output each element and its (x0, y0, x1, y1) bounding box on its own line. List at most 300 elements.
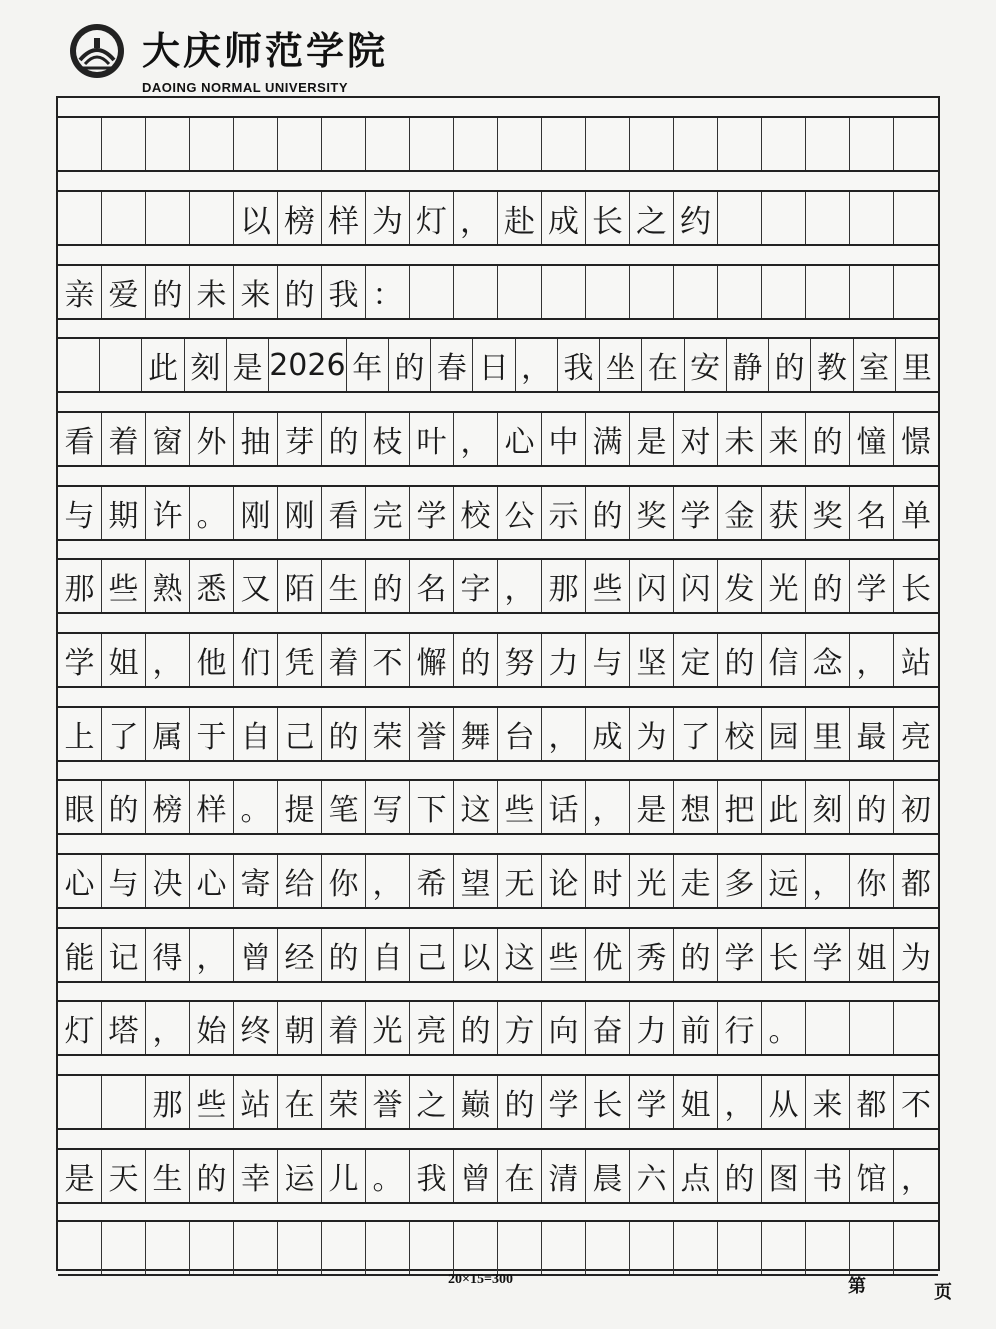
grid-cell: 。 (366, 1150, 410, 1202)
grid-cell (498, 266, 542, 318)
body-row (58, 558, 938, 614)
grid-cell (894, 266, 938, 318)
grid-cell: 得 (146, 929, 190, 981)
grid-cell: 未 (190, 266, 234, 318)
grid-cell: 校 (718, 708, 762, 760)
grid-cell: 优 (586, 929, 630, 981)
grid-cell: 我 (558, 339, 600, 391)
grid-cell: 学 (630, 1076, 674, 1128)
grid-cell: 运 (278, 1150, 322, 1202)
grid-cell: ， (542, 708, 586, 760)
grid-cell: 闪 (674, 560, 718, 612)
grid-cell: 枝 (366, 413, 410, 465)
grid-cell: 他 (190, 634, 234, 686)
body-row (58, 337, 938, 393)
grid-cell: 名 (850, 487, 894, 539)
grid-cell: ， (901, 1162, 931, 1197)
grid-cell: 心 (498, 413, 542, 465)
grid-cell: 念 (806, 634, 850, 686)
grid-cell (410, 266, 454, 318)
grid-cell: 看 (58, 413, 102, 465)
grid-cell: 生 (322, 560, 366, 612)
grid-cell: 些 (542, 929, 586, 981)
grid-cell: 灯 (410, 192, 454, 244)
grid-cell: 前 (674, 1002, 718, 1054)
grid-cell: 的 (718, 634, 762, 686)
grid-cell: 金 (718, 487, 762, 539)
grid-cell: 。 (190, 487, 234, 539)
grid-cell: 不 (366, 634, 410, 686)
grid-cell: 春 (431, 339, 473, 391)
grid-cell (850, 192, 894, 244)
grid-cell: 那 (542, 560, 586, 612)
grid-cell (146, 118, 190, 170)
grid-cell: 经 (278, 929, 322, 981)
body-row (58, 853, 938, 909)
grid-cell: 奖 (806, 487, 850, 539)
university-seal-icon (68, 22, 126, 80)
grid-cell: 约 (674, 192, 718, 244)
grid-cell (586, 266, 630, 318)
grid-cell: 的 (586, 487, 630, 539)
grid-cell: 舞 (454, 708, 498, 760)
grid-cell (806, 1002, 850, 1054)
grid-cell (850, 1222, 894, 1274)
grid-cell: 儿 (322, 1150, 366, 1202)
grid-cell (718, 118, 762, 170)
grid-cell: 成 (542, 192, 586, 244)
grid-cell: 的 (366, 560, 410, 612)
grid-cell: 信 (762, 634, 806, 686)
grid-cell: 们 (234, 634, 278, 686)
grid-cell (410, 118, 454, 170)
grid-cell: ： (366, 266, 410, 318)
grid-cell: 曾 (454, 1150, 498, 1202)
grid-cell: 初 (901, 793, 931, 828)
grid-cell: 定 (674, 634, 718, 686)
grid-cell: 在 (642, 339, 684, 391)
grid-spec-label: 20×15=300 (448, 1272, 513, 1287)
page-label-di: 第 (848, 1276, 866, 1297)
grid-cell (100, 339, 142, 391)
grid-cell: 长 (901, 572, 931, 607)
grid-cell: ， (718, 1076, 762, 1128)
body-row (58, 411, 938, 467)
grid-cell: 为 (366, 192, 410, 244)
grid-cell (586, 118, 630, 170)
letterhead (68, 14, 408, 94)
grid-cell (278, 118, 322, 170)
grid-cell: 长 (586, 1076, 630, 1128)
grid-cell: 样 (190, 781, 234, 833)
grid-cell: 时 (586, 855, 630, 907)
grid-cell (850, 118, 894, 170)
grid-cell: 始 (190, 1002, 234, 1054)
grid-cell: 图 (762, 1150, 806, 1202)
grid-cell: 是 (58, 1150, 102, 1202)
grid-cell: 的 (278, 266, 322, 318)
grid-cell: ， (146, 634, 190, 686)
grid-cell (674, 1222, 718, 1274)
grid-cell: 憬 (901, 425, 931, 460)
grid-cell (58, 118, 102, 170)
grid-cell: 示 (542, 487, 586, 539)
grid-cell: 芽 (278, 413, 322, 465)
grid-cell (190, 1222, 234, 1274)
grid-cell: 发 (718, 560, 762, 612)
grid-cell: 多 (718, 855, 762, 907)
grid-cell (498, 1222, 542, 1274)
grid-cell: 的 (322, 929, 366, 981)
grid-cell: 样 (322, 192, 366, 244)
grid-cell: 你 (322, 855, 366, 907)
grid-cell: 抽 (234, 413, 278, 465)
grid-cell: 学 (718, 929, 762, 981)
grid-cell: 此 (762, 781, 806, 833)
body-row (58, 706, 938, 762)
grid-cell: 的 (146, 266, 190, 318)
grid-cell: 刚 (278, 487, 322, 539)
grid-cell: 窗 (146, 413, 190, 465)
body-row (58, 1220, 938, 1276)
grid-cell: 来 (806, 1076, 850, 1128)
grid-cell: 学 (806, 929, 850, 981)
grid-cell: 清 (542, 1150, 586, 1202)
grid-cell: 记 (102, 929, 146, 981)
grid-cell: ， (806, 855, 850, 907)
grid-cell (190, 118, 234, 170)
grid-cell: 校 (454, 487, 498, 539)
grid-cell: 学 (58, 634, 102, 686)
grid-cell: 此 (142, 339, 184, 391)
grid-cell (498, 118, 542, 170)
grid-cell: 为 (630, 708, 674, 760)
grid-cell: 凭 (278, 634, 322, 686)
grid-cell (894, 118, 938, 170)
grid-cell: 安 (685, 339, 727, 391)
grid-cell: 光 (366, 1002, 410, 1054)
grid-cell: 我 (410, 1150, 454, 1202)
grid-cell: 属 (146, 708, 190, 760)
grid-cell (102, 1222, 146, 1274)
grid-cell: 。 (234, 781, 278, 833)
grid-cell: 幸 (234, 1150, 278, 1202)
grid-cell: 奖 (630, 487, 674, 539)
grid-cell: 又 (234, 560, 278, 612)
grid-cell: 己 (410, 929, 454, 981)
grid-cell: 的 (806, 560, 850, 612)
grid-cell: 教 (811, 339, 853, 391)
grid-cell: 的 (190, 1150, 234, 1202)
grid-cell: 学 (850, 560, 894, 612)
university-name-cn: 大庆师范学院 (142, 28, 389, 73)
grid-cell: 园 (762, 708, 806, 760)
body-row (58, 1148, 938, 1204)
grid-cell (762, 1222, 806, 1274)
grid-cell (542, 118, 586, 170)
grid-cell: 你 (850, 855, 894, 907)
grid-cell: 是 (227, 339, 269, 391)
grid-cell: 这 (498, 929, 542, 981)
grid-cell: 名 (410, 560, 454, 612)
grid-cell: 长 (762, 929, 806, 981)
grid-cell: 都 (850, 1076, 894, 1128)
grid-cell: 的 (850, 781, 894, 833)
grid-cell: 自 (234, 708, 278, 760)
grid-cell: 奋 (586, 1002, 630, 1054)
grid-cell: 站 (901, 646, 931, 681)
grid-cell: ， (454, 413, 498, 465)
body-row (58, 779, 938, 835)
grid-cell: 的 (806, 413, 850, 465)
grid-cell: 学 (674, 487, 718, 539)
grid-cell: 六 (630, 1150, 674, 1202)
grid-cell: 的 (322, 413, 366, 465)
grid-cell (894, 1002, 938, 1054)
grid-cell: 些 (498, 781, 542, 833)
grid-cell (102, 118, 146, 170)
grid-cell: 完 (366, 487, 410, 539)
grid-cell: 亲 (58, 266, 102, 318)
grid-cell: 的 (389, 339, 431, 391)
grid-cell: 方 (498, 1002, 542, 1054)
grid-cell: 着 (102, 413, 146, 465)
grid-cell: 榜 (278, 192, 322, 244)
grid-cell (58, 1076, 102, 1128)
grid-cell: 姐 (102, 634, 146, 686)
grid-cell: 之 (630, 192, 674, 244)
grid-cell: 寄 (234, 855, 278, 907)
grid-cell: 都 (901, 867, 931, 902)
grid-cell: 与 (58, 487, 102, 539)
grid-cell: 努 (498, 634, 542, 686)
grid-cell: 的 (674, 929, 718, 981)
grid-cell: 以 (234, 192, 278, 244)
grid-cell: 走 (674, 855, 718, 907)
grid-cell: 写 (366, 781, 410, 833)
grid-cell: 望 (454, 855, 498, 907)
grid-cell (718, 266, 762, 318)
grid-cell (762, 192, 806, 244)
grid-cell: 己 (278, 708, 322, 760)
grid-cell: 的 (718, 1150, 762, 1202)
grid-cell: 日 (473, 339, 515, 391)
grid-cell: ， (146, 1002, 190, 1054)
grid-cell: 满 (586, 413, 630, 465)
grid-cell: 曾 (234, 929, 278, 981)
grid-cell: 最 (850, 708, 894, 760)
grid-cell: 的 (769, 339, 811, 391)
grid-cell: 刻 (806, 781, 850, 833)
grid-cell (806, 266, 850, 318)
grid-cell: 力 (542, 634, 586, 686)
grid-cell: 在 (498, 1150, 542, 1202)
grid-cell (322, 1222, 366, 1274)
grid-cell (58, 192, 102, 244)
grid-cell: 赴 (498, 192, 542, 244)
grid-cell: 终 (234, 1002, 278, 1054)
grid-cell: 里 (901, 351, 932, 386)
grid-cell (234, 1222, 278, 1274)
grid-cell (718, 192, 762, 244)
body-row (58, 1000, 938, 1056)
grid-cell: 书 (806, 1150, 850, 1202)
grid-cell: 的 (498, 1076, 542, 1128)
grid-cell: 上 (58, 708, 102, 760)
grid-cell (102, 192, 146, 244)
grid-cell: 闪 (630, 560, 674, 612)
manuscript-grid-paper (56, 96, 940, 1271)
grid-cell: 懈 (410, 634, 454, 686)
grid-cell (322, 118, 366, 170)
university-name-en: DAOING NORMAL UNIVERSITY (142, 80, 349, 95)
grid-cell: 来 (762, 413, 806, 465)
grid-cell: 学 (410, 487, 454, 539)
grid-cell: 灯 (58, 1002, 102, 1054)
grid-cell: 中 (542, 413, 586, 465)
grid-cell: 我 (322, 266, 366, 318)
grid-cell (850, 266, 894, 318)
grid-cell: 为 (901, 941, 931, 976)
grid-cell: 的 (454, 1002, 498, 1054)
grid-cell: 能 (58, 929, 102, 981)
grid-cell: 无 (498, 855, 542, 907)
body-row (58, 632, 938, 688)
grid-cell: 给 (278, 855, 322, 907)
grid-cell: 点 (674, 1150, 718, 1202)
grid-cell: 远 (762, 855, 806, 907)
grid-cell: 天 (102, 1150, 146, 1202)
grid-cell: 2026 (269, 339, 346, 391)
grid-cell: 秀 (630, 929, 674, 981)
grid-cell: 是 (630, 413, 674, 465)
page-label-ye: 页 (934, 1282, 952, 1303)
grid-cell: 誉 (366, 1076, 410, 1128)
grid-cell (586, 1222, 630, 1274)
salutation-row (58, 264, 938, 320)
grid-cell: 力 (630, 1002, 674, 1054)
grid-cell: 未 (718, 413, 762, 465)
grid-cell (850, 1002, 894, 1054)
grid-cell: 馆 (850, 1150, 894, 1202)
grid-cell: 不 (901, 1088, 931, 1123)
grid-cell (542, 1222, 586, 1274)
grid-cell: 姐 (674, 1076, 718, 1128)
grid-cell (58, 339, 100, 391)
grid-cell: 坐 (600, 339, 642, 391)
grid-cell: 亮 (410, 1002, 454, 1054)
grid-cell: 行 (718, 1002, 762, 1054)
grid-cell: ， (516, 339, 558, 391)
grid-cell (278, 1222, 322, 1274)
grid-cell: 长 (586, 192, 630, 244)
grid-cell: 里 (806, 708, 850, 760)
grid-cell: ， (586, 781, 630, 833)
grid-cell: 刚 (234, 487, 278, 539)
grid-cell (762, 266, 806, 318)
grid-cell (234, 118, 278, 170)
grid-cell (454, 266, 498, 318)
grid-cell: 把 (718, 781, 762, 833)
grid-cell: 论 (542, 855, 586, 907)
grid-cell: 的 (454, 634, 498, 686)
grid-cell (146, 1222, 190, 1274)
grid-cell: 光 (762, 560, 806, 612)
body-row (58, 485, 938, 541)
grid-cell: 提 (278, 781, 322, 833)
grid-cell: 希 (410, 855, 454, 907)
body-row (58, 1074, 938, 1130)
grid-cell (542, 266, 586, 318)
grid-cell: 爱 (102, 266, 146, 318)
grid-cell: ， (454, 192, 498, 244)
grid-cell (806, 118, 850, 170)
grid-cell: 荣 (366, 708, 410, 760)
grid-cell: 来 (234, 266, 278, 318)
grid-cell: 朝 (278, 1002, 322, 1054)
grid-cell: 熟 (146, 560, 190, 612)
grid-cell: 台 (498, 708, 542, 760)
grid-cell: 对 (674, 413, 718, 465)
grid-cell: 是 (630, 781, 674, 833)
grid-cell: 与 (102, 855, 146, 907)
grid-cell (366, 118, 410, 170)
grid-cell: 悉 (190, 560, 234, 612)
grid-cell: 巅 (454, 1076, 498, 1128)
grid-cell: 获 (762, 487, 806, 539)
grid-cell: 许 (146, 487, 190, 539)
grid-cell: 公 (498, 487, 542, 539)
grid-cell: 陌 (278, 560, 322, 612)
grid-cell: 光 (630, 855, 674, 907)
grid-cell: 室 (854, 339, 896, 391)
grid-cell (674, 118, 718, 170)
grid-cell: 心 (190, 855, 234, 907)
grid-cell: 誉 (410, 708, 454, 760)
grid-cell: 话 (542, 781, 586, 833)
grid-cell: 心 (58, 855, 102, 907)
grid-cell (894, 192, 938, 244)
grid-cell: 外 (190, 413, 234, 465)
essay-title-row (58, 190, 938, 246)
grid-cell (894, 1222, 938, 1274)
grid-cell: 自 (366, 929, 410, 981)
grid-cell: 笔 (322, 781, 366, 833)
grid-cell (454, 1222, 498, 1274)
grid-cell: 些 (102, 560, 146, 612)
grid-cell (762, 118, 806, 170)
grid-cell (630, 266, 674, 318)
grid-cell: 那 (58, 560, 102, 612)
grid-cell (718, 1222, 762, 1274)
grid-cell (410, 1222, 454, 1274)
grid-cell (366, 1222, 410, 1274)
grid-cell (58, 1222, 102, 1274)
grid-cell: 榜 (146, 781, 190, 833)
grid-cell: 坚 (630, 634, 674, 686)
grid-cell: 亮 (901, 720, 931, 755)
grid-cell: ， (850, 634, 894, 686)
grid-cell: 荣 (322, 1076, 366, 1128)
grid-cell: 着 (322, 634, 366, 686)
grid-cell: 想 (674, 781, 718, 833)
grid-cell: 成 (586, 708, 630, 760)
grid-cell: 的 (322, 708, 366, 760)
grid-cell: 期 (102, 487, 146, 539)
grid-cell (806, 192, 850, 244)
grid-row-empty (58, 116, 938, 172)
grid-cell: 以 (454, 929, 498, 981)
